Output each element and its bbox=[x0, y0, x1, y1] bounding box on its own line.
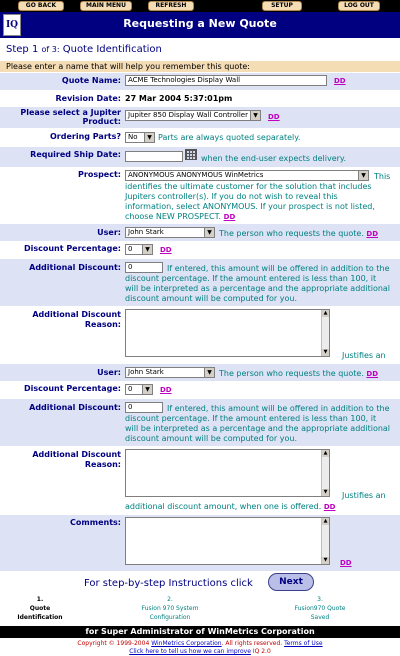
comments-label: Comments: bbox=[70, 518, 121, 527]
setup-button[interactable]: SETUP bbox=[262, 1, 302, 11]
user-help-text-2: The person who requests the quote. bbox=[219, 369, 364, 378]
product-row bbox=[0, 107, 400, 128]
comments-textarea[interactable] bbox=[125, 517, 330, 565]
reason-help-2-line2 bbox=[125, 502, 335, 512]
user-dd-link-2[interactable]: DD bbox=[366, 370, 379, 378]
step-3-line2: Saved bbox=[310, 614, 330, 621]
ordering-select[interactable] bbox=[125, 132, 155, 143]
discount-pct-label: Discount Percentage: bbox=[23, 244, 121, 253]
add-discount-label: Additional Discount: bbox=[29, 263, 121, 272]
discount-pct-value-2: 0 bbox=[128, 385, 133, 393]
scroll-down-icon[interactable]: ▼ bbox=[323, 489, 328, 495]
copyright-line1 bbox=[0, 640, 400, 648]
reason-row-2 bbox=[0, 447, 400, 514]
reason-label-2-line2: Reason: bbox=[84, 460, 121, 469]
add-discount-help-line3: will be interpreted as a percentage and the appropriate additional bbox=[125, 284, 391, 293]
discount-pct-select[interactable] bbox=[125, 244, 153, 255]
user-select-value: John Stark bbox=[128, 228, 164, 236]
reason-label-line1: Additional Discount bbox=[32, 310, 121, 319]
discount-pct-row-2 bbox=[0, 382, 400, 398]
ordering-select-value: No bbox=[128, 133, 138, 141]
quote-name-row bbox=[0, 73, 400, 90]
reason-help-2-line2-text: additional discount amount, when one is offered. bbox=[125, 502, 322, 511]
reason-scrollbar[interactable] bbox=[321, 310, 329, 356]
add-discount-row-2 bbox=[0, 399, 400, 446]
scroll-up-icon[interactable]: ▲ bbox=[323, 450, 328, 456]
prospect-help-line2: Jupiters controller(s). If you do not wish to reveal this bbox=[125, 192, 338, 201]
ship-date-row bbox=[0, 147, 400, 167]
user-label: User: bbox=[97, 228, 121, 237]
improve-suffix: IQ 2.0 bbox=[252, 648, 271, 655]
steps-indicator bbox=[0, 595, 400, 625]
quote-name-input[interactable]: ACME Technologies Display Wall bbox=[125, 75, 327, 86]
user-label-2: User: bbox=[97, 368, 121, 377]
main-menu-button[interactable]: MAIN MENU bbox=[80, 1, 132, 11]
scroll-down-icon[interactable]: ▼ bbox=[323, 349, 328, 355]
chevron-down-icon: ▼ bbox=[358, 171, 368, 180]
add-discount-help-2-line2: discount percentage. If the amount entered is less than 100, it bbox=[125, 414, 377, 423]
user-dd-link[interactable]: DD bbox=[366, 230, 379, 238]
user-row bbox=[0, 224, 400, 241]
add-discount-input[interactable]: 0 bbox=[125, 262, 163, 273]
scroll-up-icon[interactable]: ▲ bbox=[323, 310, 328, 316]
step-1-line2: Identification bbox=[17, 614, 63, 621]
step-number: Step 1 bbox=[6, 44, 39, 55]
user-select[interactable] bbox=[125, 227, 215, 238]
chevron-down-icon: ▼ bbox=[204, 228, 214, 237]
improve-link[interactable]: Click here to tell us how we can improve bbox=[129, 648, 251, 655]
instructions-text: For step-by-step Instructions click bbox=[84, 578, 253, 589]
revision-row bbox=[0, 91, 400, 106]
step-3-num: 3. bbox=[317, 596, 323, 603]
copyright-prefix: Copyright © 1999-2004 bbox=[77, 640, 150, 647]
discount-pct-row bbox=[0, 242, 400, 258]
prospect-help-line4 bbox=[125, 212, 235, 222]
user-help-2 bbox=[219, 369, 378, 379]
add-discount-help-2-line3: will be interpreted as a percentage and the appropriate additional bbox=[125, 424, 391, 433]
user-select-value-2: John Stark bbox=[128, 368, 164, 376]
page-title: Requesting a New Quote bbox=[123, 17, 277, 30]
add-discount-row bbox=[0, 259, 400, 306]
terms-link[interactable]: Terms of Use bbox=[284, 640, 323, 647]
ship-date-label: Required Ship Date: bbox=[30, 150, 121, 159]
admin-footer-bar: for Super Administrator of WinMetrics Corporation bbox=[0, 626, 400, 638]
reason-help-2-line1: Justifies an bbox=[342, 491, 386, 500]
step-3 bbox=[260, 595, 380, 622]
copyright-suffix: . All rights reserved. bbox=[221, 640, 283, 647]
comments-dd-link[interactable]: DD bbox=[340, 559, 352, 567]
calendar-icon[interactable] bbox=[185, 149, 197, 160]
reason-scrollbar-2[interactable] bbox=[321, 450, 329, 496]
quote-name-label: Quote Name: bbox=[61, 76, 121, 85]
step-2-num: 2. bbox=[167, 596, 173, 603]
add-discount-input-2[interactable]: 0 bbox=[125, 402, 163, 413]
step-2 bbox=[110, 595, 230, 622]
prospect-select-value: ANONYMOUS ANONYMOUS WinMetrics bbox=[128, 171, 264, 179]
scroll-up-icon[interactable]: ▲ bbox=[323, 518, 328, 524]
scroll-down-icon[interactable]: ▼ bbox=[323, 557, 328, 563]
prospect-help-line3: information, select ANONYMOUS. If your prospect is not listed, bbox=[125, 202, 375, 211]
quote-name-dd-link[interactable]: DD bbox=[334, 77, 346, 85]
user-help bbox=[219, 229, 378, 239]
reason-label-2-line1: Additional Discount bbox=[32, 450, 121, 459]
chevron-down-icon: ▼ bbox=[142, 385, 152, 394]
next-button[interactable]: Next bbox=[268, 573, 314, 591]
comments-row bbox=[0, 515, 400, 571]
reason-textarea[interactable] bbox=[125, 309, 330, 357]
revision-value: 27 Mar 2004 5:37:01pm bbox=[125, 94, 233, 103]
prospect-help-line1: identifies the ultimate customer for the solution that includes bbox=[125, 182, 372, 191]
step-2-line2: Configuration bbox=[149, 614, 191, 621]
ordering-help: Parts are always quoted separately. bbox=[158, 133, 301, 142]
add-discount-help-line4: discount amount will be computed for you. bbox=[125, 294, 297, 303]
logout-button[interactable]: LOG OUT bbox=[338, 1, 380, 11]
add-discount-help-2-line1: If entered, this amount will be offered in addition to the bbox=[167, 404, 390, 413]
step-heading bbox=[6, 44, 162, 55]
ship-date-input[interactable] bbox=[125, 151, 183, 162]
go-back-button[interactable]: GO BACK bbox=[18, 1, 64, 11]
discount-pct-dd-link[interactable]: DD bbox=[160, 246, 172, 254]
prospect-dd-link[interactable]: DD bbox=[223, 213, 236, 221]
add-discount-help-2-line4: discount amount will be computed for you. bbox=[125, 434, 297, 443]
step-2-line1: Fusion 970 System bbox=[141, 605, 199, 612]
prospect-label: Prospect: bbox=[78, 170, 121, 179]
chevron-down-icon: ▼ bbox=[204, 368, 214, 377]
prospect-help-this: This bbox=[374, 172, 391, 181]
copyright-line2 bbox=[0, 648, 400, 656]
top-nav-bar bbox=[0, 0, 400, 12]
step-name: Quote Identification bbox=[62, 44, 162, 55]
prospect-select[interactable] bbox=[125, 170, 369, 181]
refresh-button[interactable]: REFRESH bbox=[148, 1, 194, 11]
discount-pct-value: 0 bbox=[128, 245, 133, 253]
prospect-row bbox=[0, 168, 400, 223]
revision-label: Revision Date: bbox=[55, 94, 121, 103]
chevron-down-icon: ▼ bbox=[250, 111, 260, 120]
winmetrics-link[interactable]: WinMetrics Corporation bbox=[151, 640, 222, 647]
product-select[interactable] bbox=[125, 110, 261, 121]
step-1-num: 1. bbox=[36, 596, 44, 603]
prospect-help-line4-text: choose NEW PROSPECT. bbox=[125, 212, 222, 221]
title-bar bbox=[0, 12, 400, 38]
instruction-bar: Please enter a name that will help you remember this quote: bbox=[0, 61, 400, 72]
reason-dd-link[interactable]: DD bbox=[323, 503, 336, 511]
iq-logo: IQ bbox=[3, 14, 21, 36]
ship-date-help: when the end-user expects delivery. bbox=[201, 154, 347, 163]
reason-textarea-2[interactable] bbox=[125, 449, 330, 497]
reason-help-line1: Justifies an bbox=[342, 351, 386, 360]
discount-pct-select-2[interactable] bbox=[125, 384, 153, 395]
step-of: of 3: bbox=[41, 45, 60, 54]
reason-label-line2: Reason: bbox=[84, 320, 121, 329]
product-select-value: Jupiter 850 Display Wall Controller bbox=[128, 111, 248, 119]
product-label-line1: Please select a Jupiter bbox=[20, 108, 121, 117]
add-discount-help-line1: If entered, this amount will be offered in addition to the bbox=[167, 264, 390, 273]
product-dd-link[interactable]: DD bbox=[268, 113, 280, 121]
add-discount-help-line2: discount percentage. If the amount entered is less than 100, it bbox=[125, 274, 377, 283]
step-3-line1: Fusion970 Quote bbox=[294, 605, 346, 612]
ordering-row bbox=[0, 129, 400, 146]
chevron-down-icon: ▼ bbox=[144, 133, 154, 142]
ordering-label: Ordering Parts? bbox=[49, 132, 121, 141]
copyright bbox=[0, 640, 400, 656]
user-help-text: The person who requests the quote. bbox=[219, 229, 364, 238]
add-discount-label-2: Additional Discount: bbox=[29, 403, 121, 412]
user-select-2[interactable] bbox=[125, 367, 215, 378]
comments-scrollbar[interactable] bbox=[321, 518, 329, 564]
discount-pct-dd-link-2[interactable]: DD bbox=[160, 386, 172, 394]
step-1-line1: Quote bbox=[29, 605, 51, 612]
reason-row bbox=[0, 307, 400, 363]
chevron-down-icon: ▼ bbox=[142, 245, 152, 254]
step-1 bbox=[0, 595, 80, 622]
product-label-line2: Product: bbox=[82, 117, 121, 126]
user-row-2 bbox=[0, 364, 400, 381]
discount-pct-label-2: Discount Percentage: bbox=[23, 384, 121, 393]
